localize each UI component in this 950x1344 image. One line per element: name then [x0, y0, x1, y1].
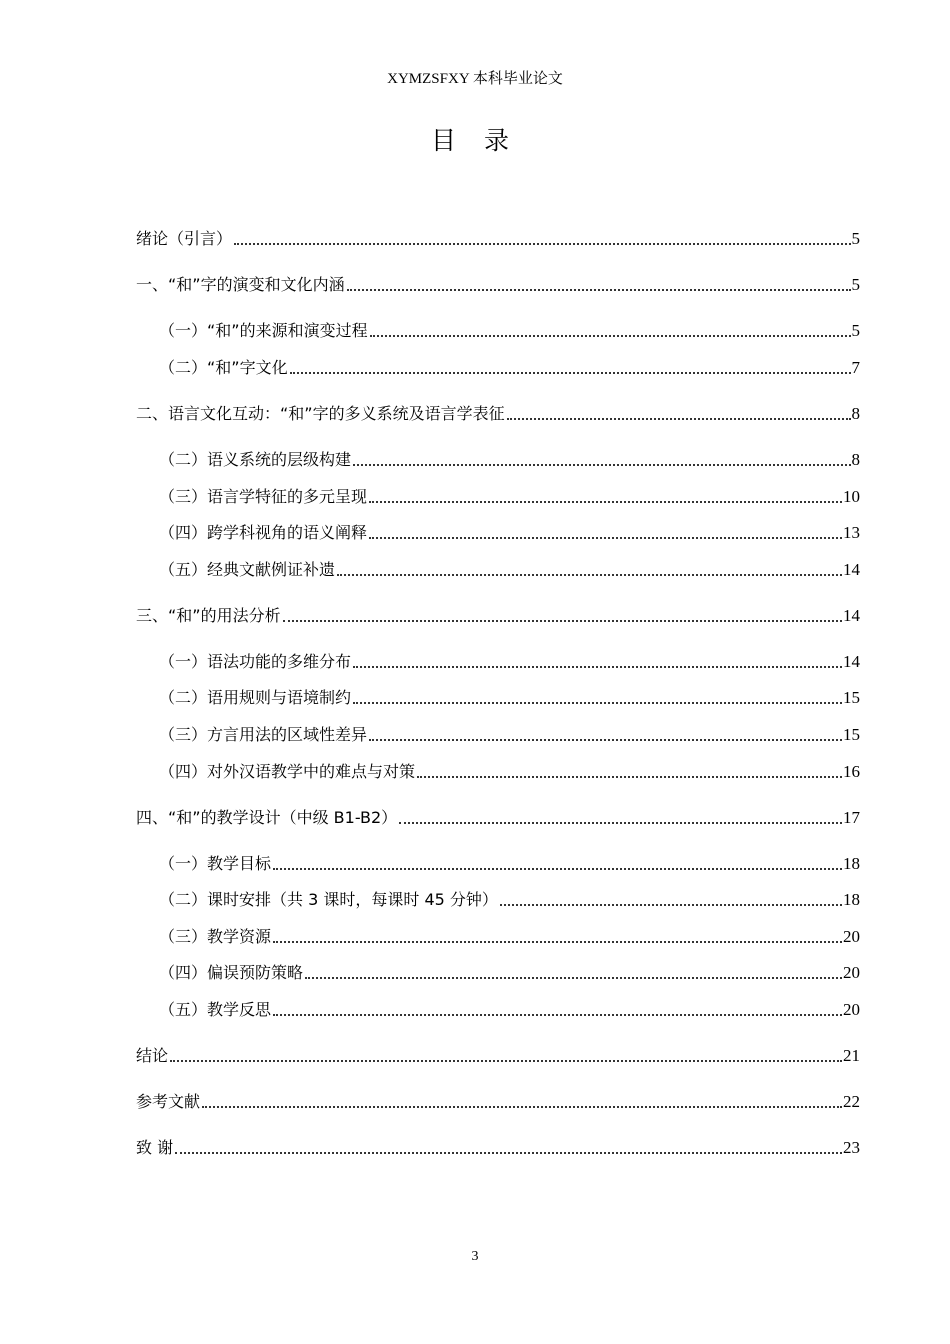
- toc-entry[interactable]: [159, 759, 860, 783]
- toc-entry[interactable]: [159, 355, 860, 379]
- dot-leader: [175, 1152, 842, 1154]
- toc-entry[interactable]: [159, 484, 860, 508]
- dot-leader: [417, 776, 842, 778]
- dot-leader: [273, 868, 842, 870]
- dot-leader: [353, 666, 842, 668]
- toc-entry[interactable]: [159, 851, 860, 875]
- toc-entry[interactable]: [159, 685, 860, 709]
- toc-entry-label: 参考文献: [136, 1092, 201, 1111]
- toc-entry-page: 10: [843, 487, 860, 506]
- toc-entry-label: （三）教学资源: [159, 927, 272, 946]
- dot-leader: [369, 537, 842, 539]
- running-header: XYMZSFXY 本科毕业论文: [387, 71, 563, 87]
- toc-entry-label: （一）教学目标: [159, 854, 272, 873]
- toc-entry[interactable]: [136, 226, 860, 250]
- toc-entry-label: 四、“和”的教学设计（中级 B1-B2）: [136, 808, 398, 827]
- toc-entry-label: （一）“和”的来源和演变过程: [159, 321, 368, 340]
- toc-entry[interactable]: [136, 805, 860, 829]
- toc-entry-label: （五）教学反思: [159, 1000, 272, 1019]
- toc-entry-page: 15: [843, 725, 860, 744]
- toc-entry[interactable]: [136, 401, 860, 425]
- toc-entry[interactable]: [159, 997, 860, 1021]
- toc-entry-label: 结论: [136, 1046, 169, 1065]
- toc-entry-label: （三）方言用法的区域性差异: [159, 725, 368, 744]
- toc-entry-page: 7: [851, 358, 860, 377]
- toc-entry-page: 14: [843, 606, 860, 625]
- dot-leader: [290, 372, 851, 374]
- dot-leader: [369, 739, 842, 741]
- toc-entry-page: 5: [851, 275, 860, 294]
- toc-entry-label: （三）语言学特征的多元呈现: [159, 487, 368, 506]
- dot-leader: [202, 1106, 842, 1108]
- toc-entry[interactable]: [136, 1089, 860, 1113]
- toc-entry[interactable]: [159, 447, 860, 471]
- toc-entry[interactable]: [136, 272, 860, 296]
- toc-entry-label: 三、“和”的用法分析: [136, 606, 281, 625]
- toc-entry-page: 18: [843, 854, 860, 873]
- dot-leader: [353, 702, 842, 704]
- toc-title: 目 录: [431, 126, 519, 155]
- toc-entry-page: 15: [843, 688, 860, 707]
- toc-entry[interactable]: [159, 520, 860, 544]
- toc-entry-label: 二、语言文化互动：“和”字的多义系统及语言学表征: [136, 404, 505, 423]
- toc-entry-label: （二）“和”字文化: [159, 358, 288, 377]
- toc-entry-label: （二）课时安排（共 3 课时，每课时 45 分钟）: [159, 890, 498, 909]
- toc-entry[interactable]: [136, 1135, 860, 1159]
- page-number: 3: [471, 1249, 479, 1264]
- toc-entry-page: 17: [843, 808, 860, 827]
- toc-entry[interactable]: [159, 557, 860, 581]
- toc-entry[interactable]: [136, 1043, 860, 1067]
- toc-entry-label: 致 谢: [136, 1138, 174, 1157]
- dot-leader: [170, 1060, 842, 1062]
- toc-entry-label: （二）语用规则与语境制约: [159, 688, 352, 707]
- toc-entry-page: 18: [843, 890, 860, 909]
- toc-entry-label: 绪论（引言）: [136, 229, 233, 248]
- toc-entry[interactable]: [159, 960, 860, 984]
- toc-entry-page: 14: [843, 560, 860, 579]
- toc-entry-label: （四）跨学科视角的语义阐释: [159, 523, 368, 542]
- toc-entry-page: 23: [843, 1138, 860, 1157]
- toc-entry-page: 5: [851, 321, 860, 340]
- toc-entry-label: （五）经典文献例证补遗: [159, 560, 336, 579]
- toc-entry-page: 20: [843, 927, 860, 946]
- toc-entry-label: （一）语法功能的多维分布: [159, 652, 352, 671]
- dot-leader: [273, 1014, 842, 1016]
- dot-leader: [305, 977, 842, 979]
- toc-entry-page: 21: [843, 1046, 860, 1065]
- toc-entry[interactable]: [136, 603, 860, 627]
- toc-entry[interactable]: [159, 924, 860, 948]
- toc-entry-page: 13: [843, 523, 860, 542]
- dot-leader: [283, 620, 842, 622]
- toc-entry-page: 20: [843, 963, 860, 982]
- toc-entry-page: 16: [843, 762, 860, 781]
- toc-entry-label: （二）语义系统的层级构建: [159, 450, 352, 469]
- toc-entry[interactable]: [159, 722, 860, 746]
- dot-leader: [399, 822, 842, 824]
- dot-leader: [337, 574, 842, 576]
- dot-leader: [273, 941, 842, 943]
- dot-leader: [353, 464, 850, 466]
- dot-leader: [369, 501, 842, 503]
- toc-entry-page: 14: [843, 652, 860, 671]
- toc-entry-label: （四）偏误预防策略: [159, 963, 304, 982]
- toc-entry-page: 8: [851, 450, 860, 469]
- toc-entry-page: 8: [851, 404, 860, 423]
- toc-entry[interactable]: [159, 649, 860, 673]
- toc-entry[interactable]: [159, 887, 860, 911]
- dot-leader: [234, 243, 850, 245]
- toc-entry-page: 20: [843, 1000, 860, 1019]
- toc-entry-label: （四）对外汉语教学中的难点与对策: [159, 762, 416, 781]
- dot-leader: [347, 289, 851, 291]
- dot-leader: [500, 904, 842, 906]
- toc-entry[interactable]: [159, 318, 860, 342]
- dot-leader: [370, 335, 851, 337]
- toc-entry-label: 一、“和”字的演变和文化内涵: [136, 275, 345, 294]
- toc-entry-page: 5: [851, 229, 860, 248]
- dot-leader: [507, 418, 851, 420]
- toc-entry-page: 22: [843, 1092, 860, 1111]
